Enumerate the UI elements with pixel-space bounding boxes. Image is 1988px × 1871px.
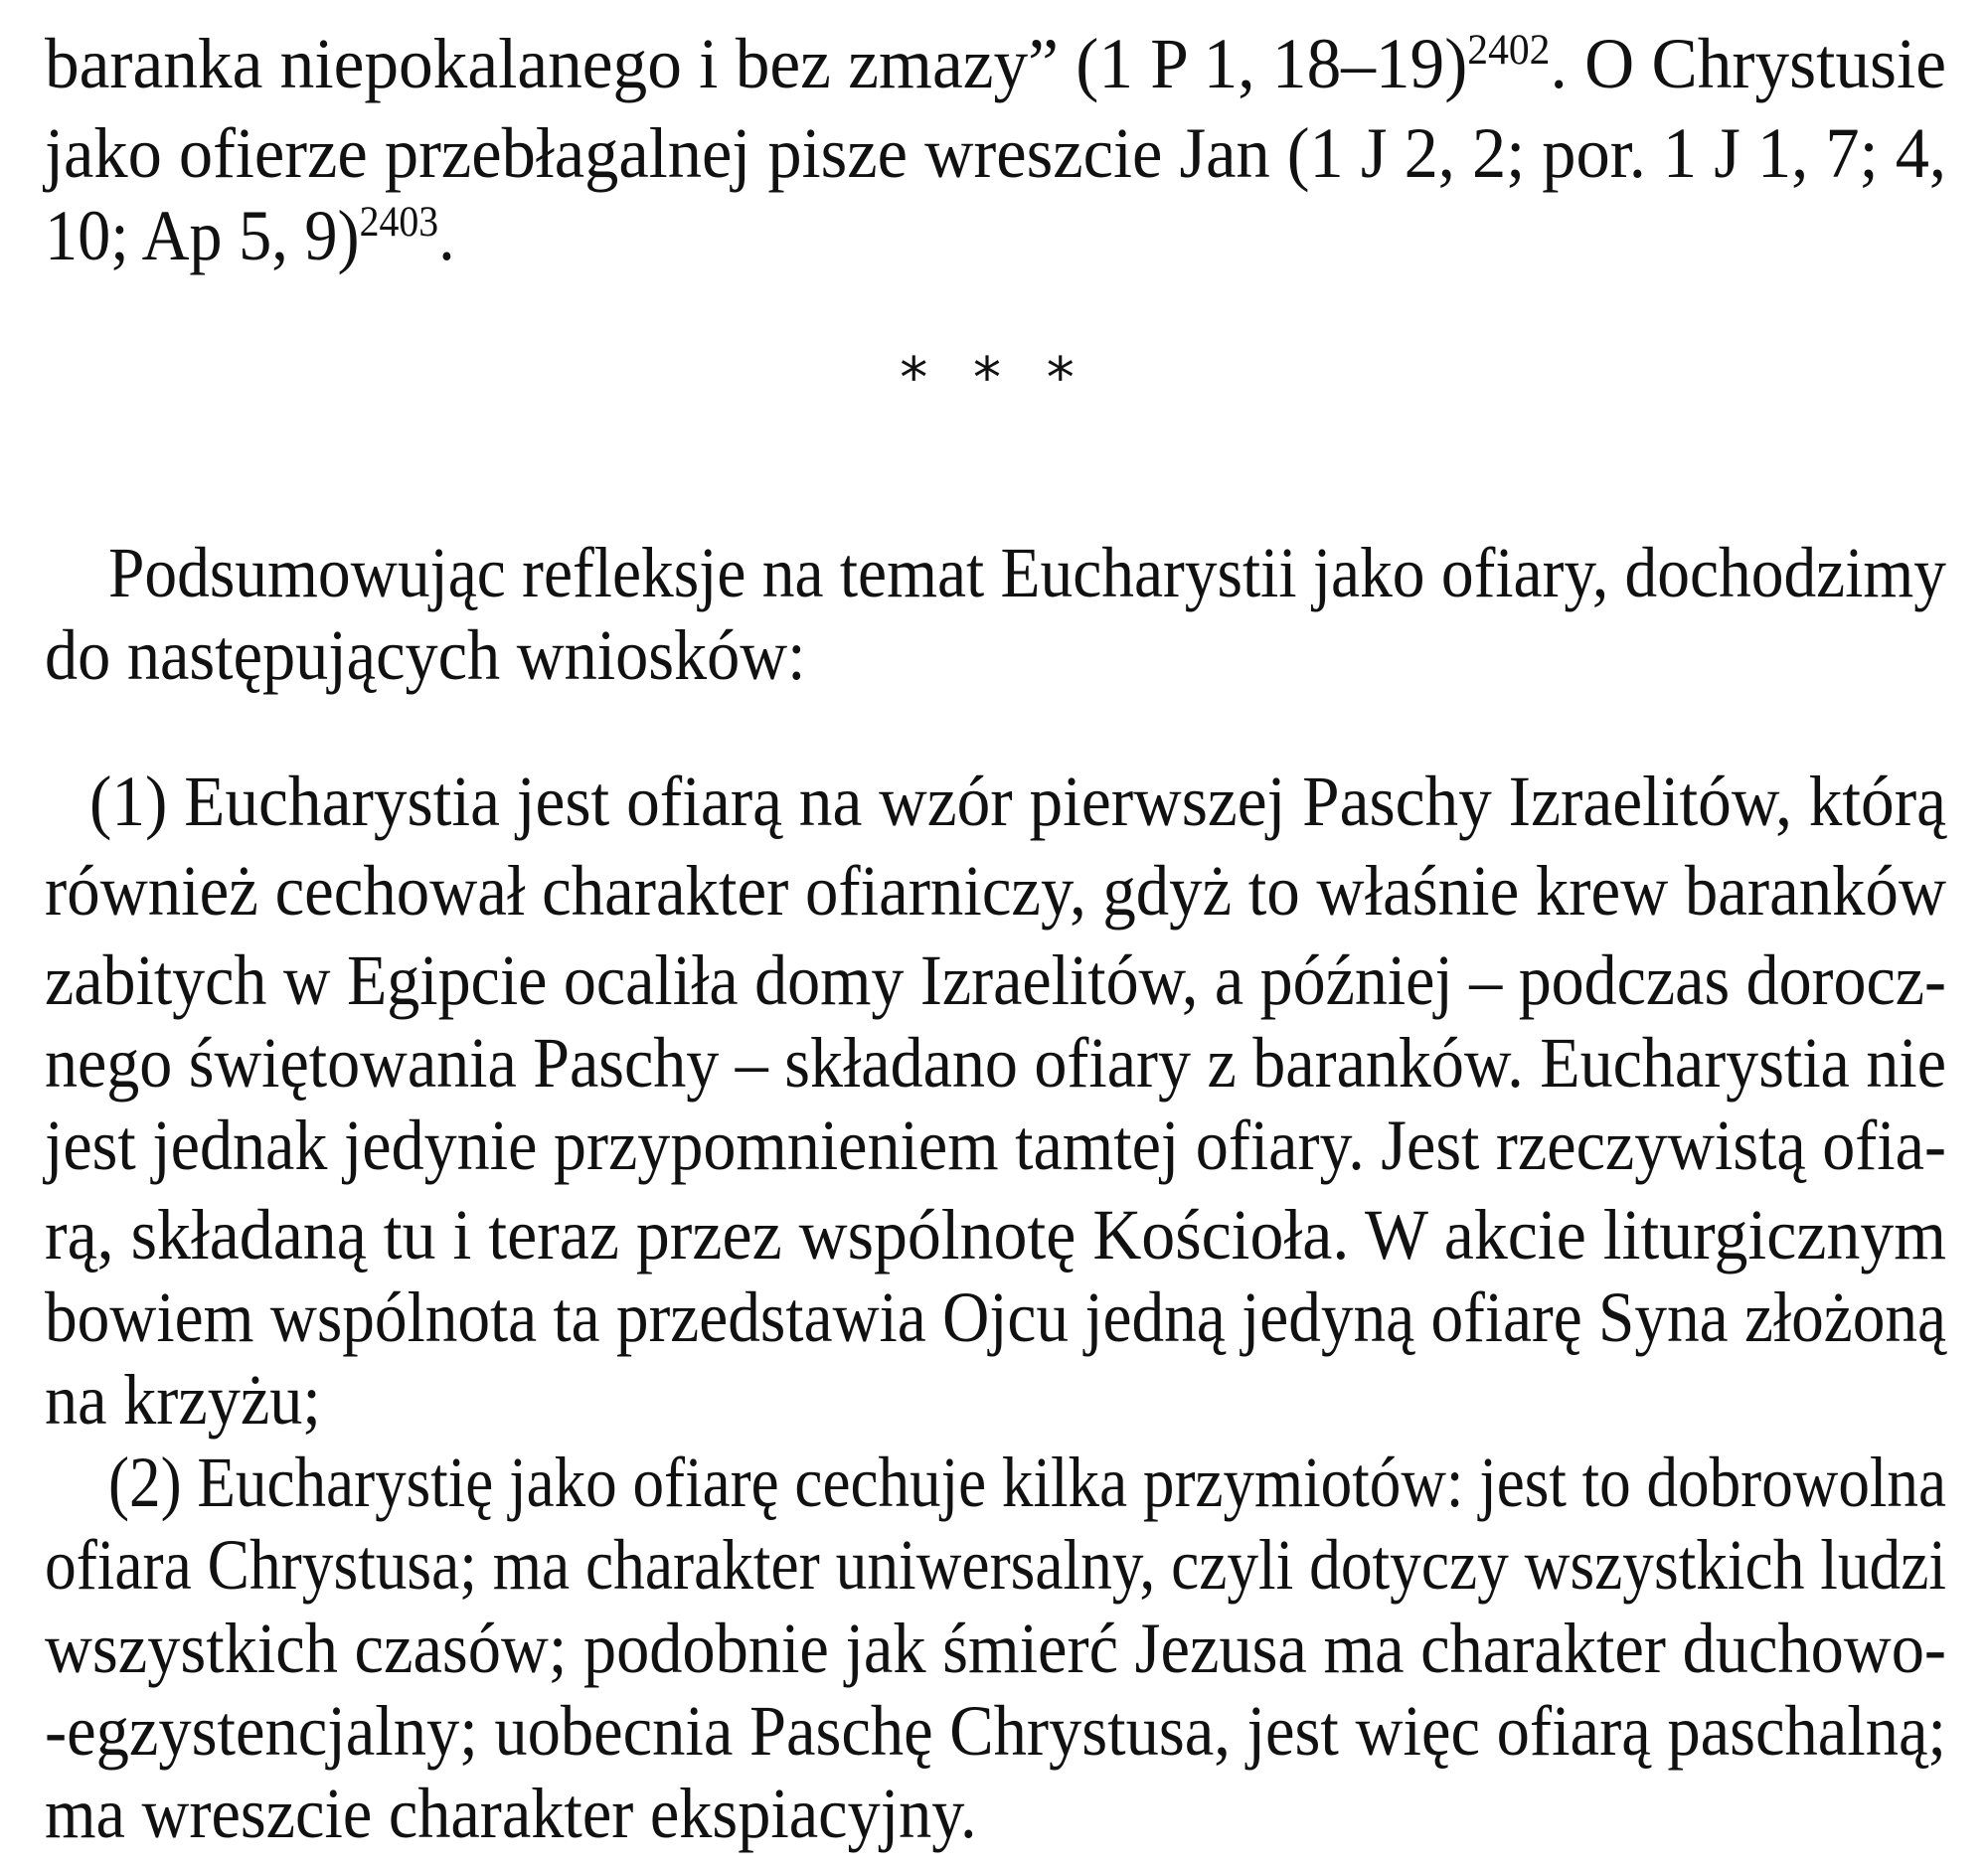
text-line: Podsumowując refleksje na temat Eucharystii jako ofiary, dochodzimy [108, 533, 1946, 612]
text-segment: baranka niepokalanego i bez zmazy” (1 P 1, 18–19) [45, 24, 1468, 103]
text-line: zabitych w Egipcie ocaliła domy Izraelitów, a później – podczas dorocz- [45, 940, 1946, 1020]
text-line: rą, składaną tu i teraz przez wspólnotę Kościoła. W akcie liturgicznym [45, 1195, 1946, 1275]
text-line: jest jednak jedynie przypomnieniem tamtej ofiary. Jest rzeczywistą ofia- [45, 1106, 1946, 1185]
footnote-ref-2403[interactable]: 2403 [359, 199, 439, 247]
text-line: do następujących wniosków: [45, 615, 806, 695]
text-line: wszystkich czasów; podobnie jak śmierć Jezusa ma charakter duchowo- [45, 1609, 1946, 1688]
text-line [45, 194, 490, 277]
text-line: (1) Eucharystia jest ofiarą na wzór pierwszej Paschy Izraelitów, którą [89, 762, 1946, 841]
text-segment: 10; Ap 5, 9) [45, 196, 360, 275]
text-line: bowiem wspólnota ta przedstawia Ojcu jedną jedyną ofiarę Syna złożoną [45, 1277, 1946, 1357]
text-line: nego świętowania Paschy – składano ofiary z baranków. Eucharystia nie [45, 1023, 1946, 1103]
footnote-ref-2402[interactable]: 2402 [1467, 27, 1551, 75]
text-segment: . [438, 196, 455, 275]
text-line: ofiara Chrystusa; ma charakter uniwersalny, czyli dotyczy wszystkich ludzi [45, 1525, 1946, 1605]
text-line: (2) Eucharystię jako ofiarę cechuje kilka przymiotów: jest to dobrowolna [108, 1443, 1946, 1522]
text-line: jako ofierze przebłagalnej pisze wreszcie Jan (1 J 2, 2; por. 1 J 1, 7; 4, [45, 113, 1946, 193]
text-segment: . O Chrystusie [1550, 24, 1946, 103]
text-line: ma wreszcie charakter ekspiacyjny. [45, 1774, 977, 1853]
text-line: -egzystencjalny; uobecnia Paschę Chrystusa, jest więc ofiarą paschalną; [45, 1691, 1946, 1771]
text-line: również cechował charakter ofiarniczy, gdyż to właśnie krew baranków [45, 851, 1946, 931]
section-separator: * * * [900, 346, 1088, 411]
text-line [45, 22, 1988, 105]
text-line: na krzyżu; [45, 1360, 321, 1440]
